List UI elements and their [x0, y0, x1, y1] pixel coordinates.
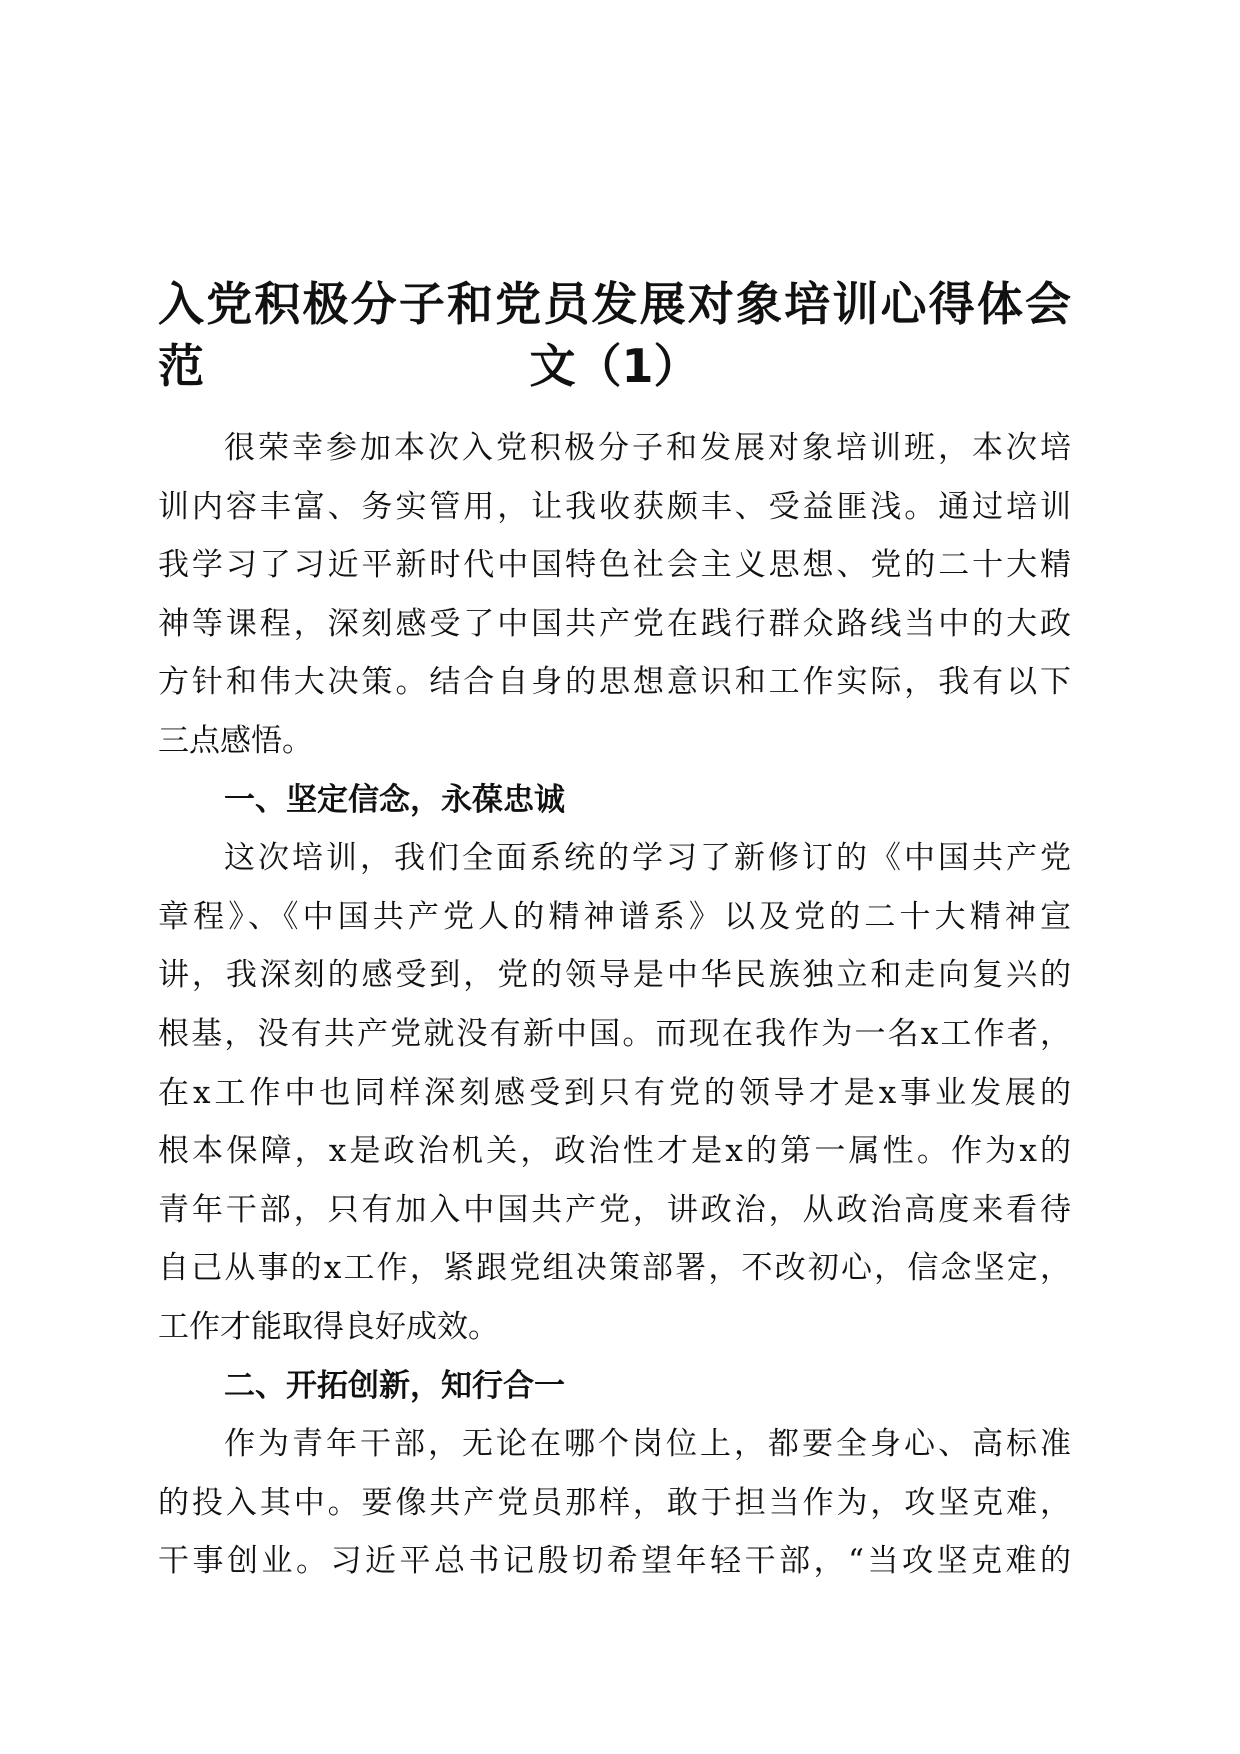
- paragraph-line: 这次培训，我们全面系统的学习了新修订的《中国共产党: [224, 840, 1071, 877]
- paragraph-line: 讲，我深刻的感受到，党的领导是中华民族独立和走向复兴的: [158, 957, 1071, 994]
- paragraph-line: 作为青年干部，无论在哪个岗位上，都要全身心、高标准: [224, 1426, 1071, 1463]
- section-heading-1: 一、坚定信念，永葆忠诚: [224, 781, 565, 818]
- document-title-line-2: 文（1）: [529, 339, 700, 393]
- document-title-line-1: 入党积极分子和党员发展对象培训心得体会范: [158, 277, 1071, 393]
- paragraph-line: 我学习了习近平新时代中国特色社会主义思想、党的二十大精: [158, 547, 1071, 584]
- paragraph-line: 在x工作中也同样深刻感受到只有党的领导才是x事业发展的: [158, 1074, 1071, 1111]
- section-heading-2: 二、开拓创新，知行合一: [224, 1367, 565, 1404]
- paragraph-line: 干事创业。习近平总书记殷切希望年轻干部，“当攻坚克难的: [158, 1543, 1071, 1580]
- paragraph-line: 神等课程，深刻感受了中国共产党在践行群众路线当中的大政: [158, 605, 1071, 642]
- paragraph-line: 青年干部，只有加入中国共产党，讲政治，从政治高度来看待: [158, 1191, 1071, 1228]
- paragraph-line: 很荣幸参加本次入党积极分子和发展对象培训班，本次培: [224, 430, 1071, 466]
- paragraph-line: 的投入其中。要像共产党员那样，敢于担当作为，攻坚克难，: [158, 1484, 1071, 1521]
- paragraph-line: 根基，没有共产党就没有新中国。而现在我作为一名x工作者，: [158, 1015, 1071, 1052]
- paragraph-line: 训内容丰富、务实管用，让我收获颇丰、受益匪浅。通过培训: [158, 488, 1071, 525]
- document-body: [158, 419, 1071, 1591]
- paragraph-line: 方针和伟大决策。结合自身的思想意识和工作实际，我有以下: [158, 664, 1071, 701]
- paragraph-line: 根本保障，x是政治机关，政治性才是x的第一属性。作为x的: [158, 1133, 1071, 1170]
- paragraph-line: 三点感悟。: [158, 722, 313, 759]
- paragraph-line: 工作才能取得良好成效。: [158, 1308, 499, 1345]
- paragraph-line: 章程》、《中国共产党人的精神谱系》以及党的二十大精神宣: [158, 898, 1071, 935]
- paragraph-line: 自己从事的x工作，紧跟党组决策部署，不改初心，信念坚定，: [158, 1250, 1071, 1287]
